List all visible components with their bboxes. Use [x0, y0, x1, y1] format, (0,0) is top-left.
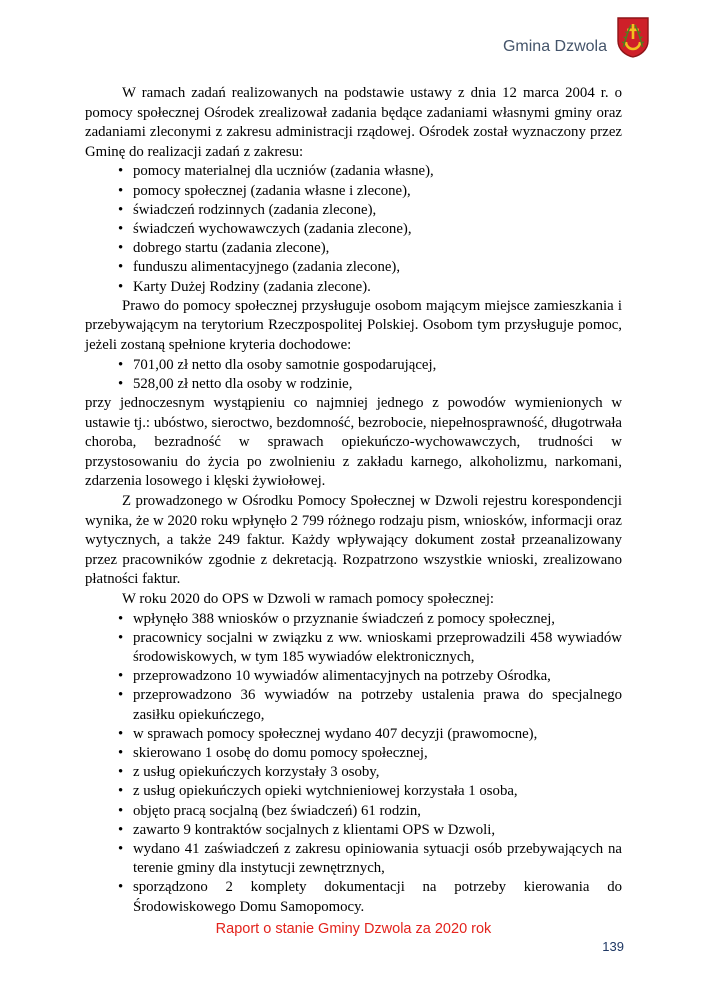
bullet-item: • skierowano 1 osobę do domu pomocy społecznej, — [85, 744, 622, 763]
bullet-item: • sporządzono 2 komplety dokumentacji na potrzeby kierowania do Środowiskowego Domu Samopomocy. — [85, 878, 622, 916]
bullet-item: • objęto pracą socjalną (bez świadczeń) 61 rodzin, — [85, 802, 622, 821]
bullet-item: • 701,00 zł netto dla osoby samotnie gospodarującej, — [85, 356, 622, 375]
header-title: Gmina Dzwola — [502, 38, 607, 55]
paragraph-right-to-aid: Prawo do pomocy społecznej przysługuje osobom mającym miejsce zamieszkania i przebywającym na terytorium Rzeczpospolitej Polskiej. Osobom tym przysługuje pomoc, jeżeli zostaną spełnione kryteria dochodowe: — [85, 297, 622, 353]
paragraph-intro: W ramach zadań realizowanych na podstawie ustawy z dnia 12 marca 2004 r. o pomocy społecznej Ośrodek zrealizował zadania będące zadaniami własnymi gminy oraz zadaniami zleconymi z zakresu administracji rządowej. Ośrodek został wyznaczony przez Gminę do realizacji zadań z zakresu: — [85, 85, 622, 160]
bullet-item: • w sprawach pomocy społecznej wydano 407 decyzji (prawomocne), — [85, 725, 622, 744]
bullet-item: • 528,00 zł netto dla osoby w rodzinie, — [85, 375, 622, 394]
bullet-item: • pracownicy socjalni w związku z ww. wnioskami przeprowadzili 458 wywiadów środowiskowych, w tym 185 wywiadów elektronicznych, — [85, 629, 622, 667]
bullet-item: • Karty Dużej Rodziny (zadania zlecone). — [85, 278, 622, 297]
bullet-item: • zawarto 9 kontraktów socjalnych z klientami OPS w Dzwoli, — [85, 821, 622, 840]
bullet-list-task-areas — [85, 162, 622, 296]
page-number: 139 — [602, 939, 624, 954]
bullet-item: • świadczeń rodzinnych (zadania zlecone), — [85, 201, 622, 220]
bullet-item: • przeprowadzono 36 wywiadów na potrzeby ustalenia prawa do specjalnego zasiłku opiekuńczego, — [85, 686, 622, 724]
bullet-item: • dobrego startu (zadania zlecone), — [85, 239, 622, 258]
bullet-item: • przeprowadzono 10 wywiadów alimentacyjnych na potrzeby Ośrodka, — [85, 667, 622, 686]
paragraph-correspondence: Z prowadzonego w Ośrodku Pomocy Społecznej w Dzwoli rejestru korespondencji wynika, że w 2020 roku wpłynęło 2 799 różnego rodzaju pism, wniosków, informacji oraz wytycznych, a także 249 faktur. Każdy wpływający dokument został przeanalizowany przez pracowników zgodnie z dekretacją. Rozpatrzono wszystkie wnioski, zrealizowano płatności faktur. — [85, 492, 622, 588]
bullet-item: • wpłynęło 388 wniosków o przyznanie świadczeń z pomocy społecznej, — [85, 610, 622, 629]
coat-of-arms-icon — [617, 17, 649, 58]
bullet-item: • pomocy materialnej dla uczniów (zadania własne), — [85, 162, 622, 181]
bullet-item: • wydano 41 zaświadczeń z zakresu opiniowania sytuacji osób przebywających na terenie gminy dla instytucji zewnętrznych, — [85, 840, 622, 878]
paragraph-conditions: przy jednoczesnym wystąpieniu co najmniej jednego z powodów wymienionych w ustawie tj.: ubóstwo, sieroctwo, bezdomność, bezrobocie, niepełnosprawność, długotrwała choroba, bezradność w sprawach opiekuńczo-wychowawczych, trudności w przystosowaniu do życia po zwolnieniu z zakładu karnego, alkoholizmu, narkomani, zdarzenia losowego i klęski żywiołowej. — [85, 394, 622, 490]
paragraph-2020-intro: W roku 2020 do OPS w Dzwoli w ramach pomocy społecznej: — [122, 590, 495, 607]
bullet-item: • funduszu alimentacyjnego (zadania zlecone), — [85, 258, 622, 277]
bullet-item: • świadczeń wychowawczych (zadania zlecone), — [85, 220, 622, 239]
bullet-item: • z usług opiekuńczych korzystały 3 osoby, — [85, 763, 622, 782]
page-header — [503, 17, 649, 58]
bullet-list-income-criteria — [85, 356, 622, 394]
bullet-item: • pomocy społecznej (zadania własne i zlecone), — [85, 182, 622, 201]
bullet-item: • z usług opiekuńczych opieki wytchnieniowej korzystała 1 osoba, — [85, 782, 622, 801]
footer-report-title: Raport o stanie Gminy Dzwola za 2020 rok — [215, 921, 492, 937]
document-body — [85, 84, 622, 917]
bullet-list-2020-statistics — [85, 610, 622, 917]
